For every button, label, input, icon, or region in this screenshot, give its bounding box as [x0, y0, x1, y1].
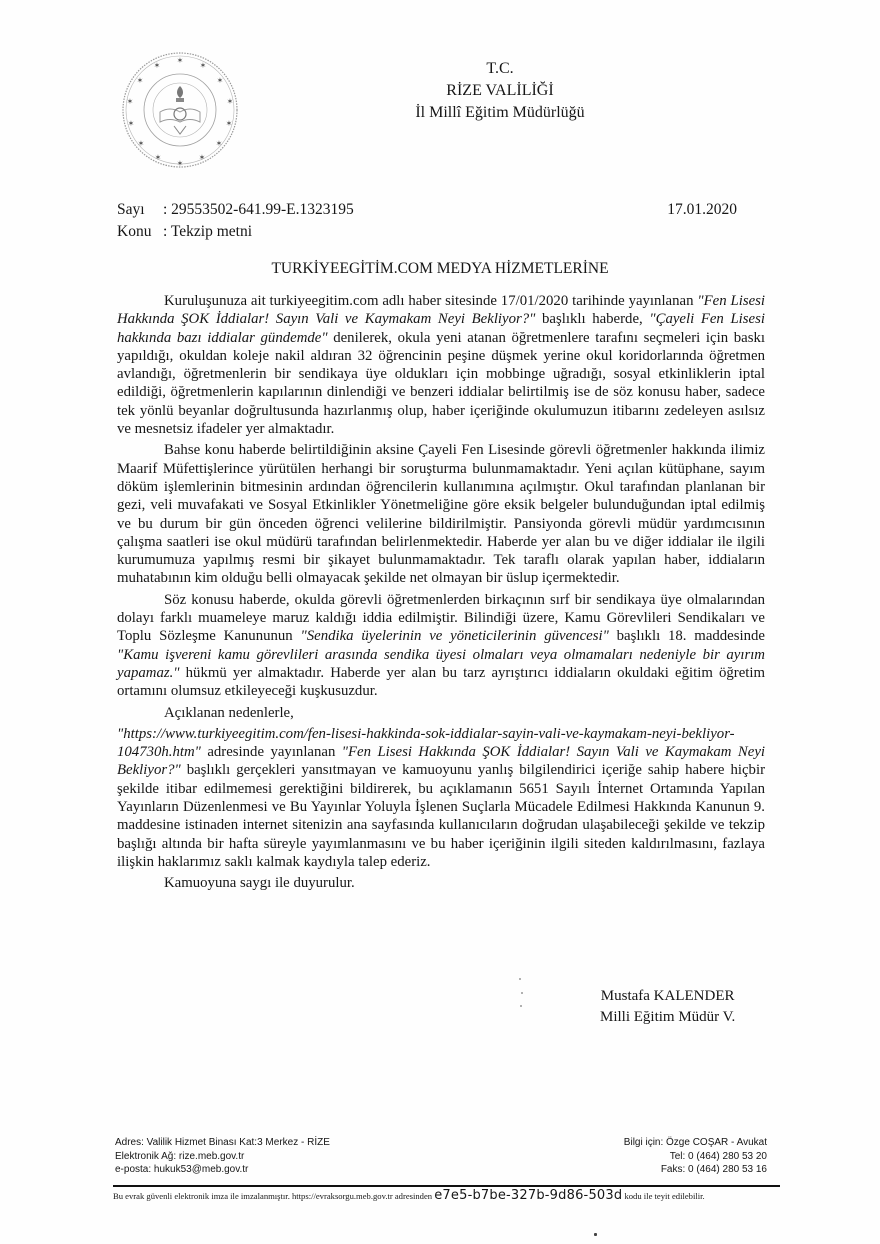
- paragraph-6: Kamuoyuna saygı ile duyurulur.: [164, 875, 355, 892]
- document-meta: [117, 199, 737, 243]
- directorate-name: İl Millî Eğitim Müdürlüğü: [415, 104, 585, 121]
- quoted-headline-2: "Fen Lisesi Hakkında ŞOK İddialar! Sayın Vali ve Kaymakam Neyi Bekliyor?": [117, 744, 765, 779]
- meb-emblem-icon: [118, 50, 242, 170]
- footer-divider: [113, 1185, 780, 1187]
- governorship-name: RİZE VALİLİĞİ: [446, 82, 554, 99]
- svg-text:✶: ✶: [176, 159, 184, 168]
- footer-address: Adres: Valilik Hizmet Binası Kat:3 Merkez - RİZE: [115, 1137, 330, 1148]
- footer-contact-block: [624, 1136, 767, 1177]
- signatory-name: Mustafa KALENDER: [600, 988, 735, 1004]
- svg-text:✶: ✶: [215, 139, 223, 148]
- svg-text:✶: ✶: [226, 97, 234, 106]
- svg-text:✶: ✶: [216, 76, 224, 85]
- svg-text:✶: ✶: [153, 61, 161, 70]
- verification-code: e7e5-b7be-327b-9d86-503d: [434, 1188, 623, 1203]
- signature-block: [600, 986, 735, 1028]
- svg-text:✶: ✶: [199, 61, 207, 70]
- state-abbreviation: T.C.: [486, 60, 514, 77]
- paragraph-4: Açıklanan nedenlerle,: [164, 704, 294, 721]
- paragraph-5: "https://www.turkiyeegitim.com/fen-lisesi-hakkinda-sok-iddialar-sayin-vali-ve-kaymakam-neyi-bekliyor-104730h.htm" adresinde yayınlanan "Fen Lisesi Hakkında ŞOK İddialar! Sayın Vali ve Kaymakam Neyi Bekliyor?" başlıklı gerçekleri yansıtmayan ve kamuoyunu yanlış bilgilendirici içeriğe sahip habere hiçbir şekilde itibar edilmemesi gerektiğini bildirerek, bu açıklamanın 5651 Sayılı İnternet Ortamında Yapılan Yayınların Düzenlenmesi ve Bu Yayınlar Yoluyla İşlenen Suçlarla Mücadele Edilmesi Hakkında Kanunun 9. maddesine istinaden internet sitenizin ana sayfasında kullanıcıların doğrudan ulaşabileceği şekilde ve tekzip başlığı altında bir hafta süreyle yayımlanmasını ve bu haber içeriğinin ilgili siteden kaldırılmasını, fazlaya ilişkin haklarımız saklı kalmak kaydıyla talep ederiz.: [117, 725, 765, 870]
- subject-label: Konu: [117, 223, 152, 240]
- footer-web: Elektronik Ağ: rize.meb.gov.tr: [115, 1150, 245, 1162]
- subject-value: : Tekzip metni: [163, 223, 253, 240]
- quoted-url: "https://www.turkiyeegitim.com/fen-lisesi-hakkinda-sok-iddialar-sayin-vali-ve-kaymakam-neyi-bekliyor-104730h.htm": [117, 725, 735, 761]
- recipient-heading: TURKİYEEGİTİM.COM MEDYA HİZMETLERİNE: [271, 260, 609, 277]
- footer-tel: Tel: 0 (464) 280 53 20: [669, 1150, 767, 1162]
- scan-speck: [520, 1005, 522, 1007]
- footer-contact-person: Bilgi için: Özge COŞAR - Avukat: [623, 1137, 767, 1148]
- paragraph-2: Bahse konu haberde belirtildiğinin aksine Çayeli Fen Lisesinde görevli öğretmenler hakkında ilimiz Maarif Müfettişlerince yürütülen herhangi bir soruşturma bulunmamaktadır. Yeni açılan kütüphane, sayım döküm işlemlerinin bitmesinin ardından öğrencilerin kullanımına açılmıştır. Okul tarafından planlanan bir gezi, veli muvafakati ve Sosyal Etkinlikler Yönetmeliğine göre eksik belgeler bulunduğundan iptal edilmiş ve bu durum bir gün önceden öğrenci velilerine bildirilmiştir. Pansiyonda görevli müdür yardımcısının çalışma saatleri ise okul müdürü tarafından belirlenmektedir. Haberde yer alan bu ve diğer iddialar ile ilgili kurumumuza yapılmış resmi bir şikayet bulunmamaktadır. Tek taraflı olarak yapılan haber, iddiaların muhatabının kim olduğu belli olmayacak şekilde net olmayan bir üslup içermektedir.: [117, 442, 765, 587]
- quoted-subheadline: "Çayeli Fen Lisesi hakkında bazı iddialar gündemde": [117, 311, 765, 346]
- number-value: : 29553502-641.99-E.1323195: [163, 201, 354, 218]
- footer-fax: Faks: 0 (464) 280 53 16: [660, 1164, 767, 1175]
- document-date: 17.01.2020: [667, 201, 737, 218]
- svg-text:✶: ✶: [154, 153, 162, 162]
- scan-speck: [594, 1233, 597, 1236]
- svg-text:✶: ✶: [176, 56, 184, 65]
- letter-body: [117, 292, 765, 896]
- svg-text:✶: ✶: [127, 119, 135, 128]
- quoted-headline: "Fen Lisesi Hakkında ŞOK İddialar! Sayın Vali ve Kaymakam Neyi Bekliyor?": [117, 293, 766, 328]
- paragraph-3: Söz konusu haberde, okulda görevli öğretmenlerden birkaçının sırf bir sendikaya üye olmalarından dolayı farklı muameleye maruz kaldığı iddia edilmiştir. Bilindiği üzere, Kamu Görevlileri Sendikaları ve Toplu Sözleşme Kanununun "Sendika üyelerinin ve yöneticilerinin güvencesi" başlıklı 18. maddesinde "Kamu işvereni kamu görevlileri arasında sendika üyesi olmaları veya olmamaları nedeniyle bir ayırım yapamaz." hükmü yer almaktadır. Haberde yer alan bu tarz ayrıştırıcı iddiaların okuldaki eğitim öğretim ortamını olumsuz etkileyeceği kuşkusuzdur.: [117, 591, 765, 700]
- svg-text:✶: ✶: [137, 139, 145, 148]
- scan-speck: [519, 978, 521, 980]
- svg-text:✶: ✶: [225, 119, 233, 128]
- number-label: Sayı: [117, 201, 145, 218]
- signatory-title: Milli Eğitim Müdür V.: [600, 1009, 736, 1025]
- footer-address-block: [115, 1136, 330, 1177]
- scan-speck: [521, 992, 523, 994]
- svg-text:✶: ✶: [126, 97, 134, 106]
- svg-text:✶: ✶: [136, 76, 144, 85]
- letterhead: [340, 58, 660, 124]
- svg-text:✶: ✶: [198, 153, 206, 162]
- number-row: [117, 199, 737, 221]
- quoted-law-text: "Kamu işvereni kamu görevlileri arasında sendika üyesi olmaları veya olmamaları nedeniyle bir ayırım yapamaz.": [117, 646, 765, 681]
- quoted-law-title: "Sendika üyelerinin ve yöneticilerinin güvencesi": [300, 628, 609, 645]
- subject-row: [117, 221, 737, 243]
- paragraph-1: Kuruluşunuza ait turkiyeegitim.com adlı haber sitesinde 17/01/2020 tarihinde yayınlanan "Fen Lisesi Hakkında ŞOK İddialar! Sayın Vali ve Kaymakam Neyi Bekliyor?" başlıklı haberde, "Çayeli Fen Lisesi hakkında bazı iddialar gündemde" denilerek, okula yeni atanan öğretmenlere tarafını seçmeleri için baskı yapıldığı, okuldan koleje nakil aldıran 32 öğrencinin peşine düşmek yerine okul koridorlarında öğretmen avlandığı, öğretmenlerin bir sendikaya üye oldukları için mobbinge uğradığı, sosyal etkinliklerin iptal edildiği, öğretmenlerin kapılarının dinlendiği ve benzeri iddialar belirtilmiş ise de söz konusu haber, sadece tek yönlü beyanlar doğrultusunda hazırlanmış olup, haber içeriğinde okulumuzun itibarını zedeleyen asılsız ve mesnetsiz ifadeler yer almaktadır.: [117, 293, 766, 438]
- footer-email: e-posta: hukuk53@meb.gov.tr: [115, 1164, 249, 1175]
- e-signature-notice: Bu evrak güvenli elektronik imza ile imzalanmıştır. https://evraksorgu.meb.gov.tr adresinden e7e5-b7be-327b-9d86-503d kodu ile teyit edilebilir.: [113, 1188, 705, 1203]
